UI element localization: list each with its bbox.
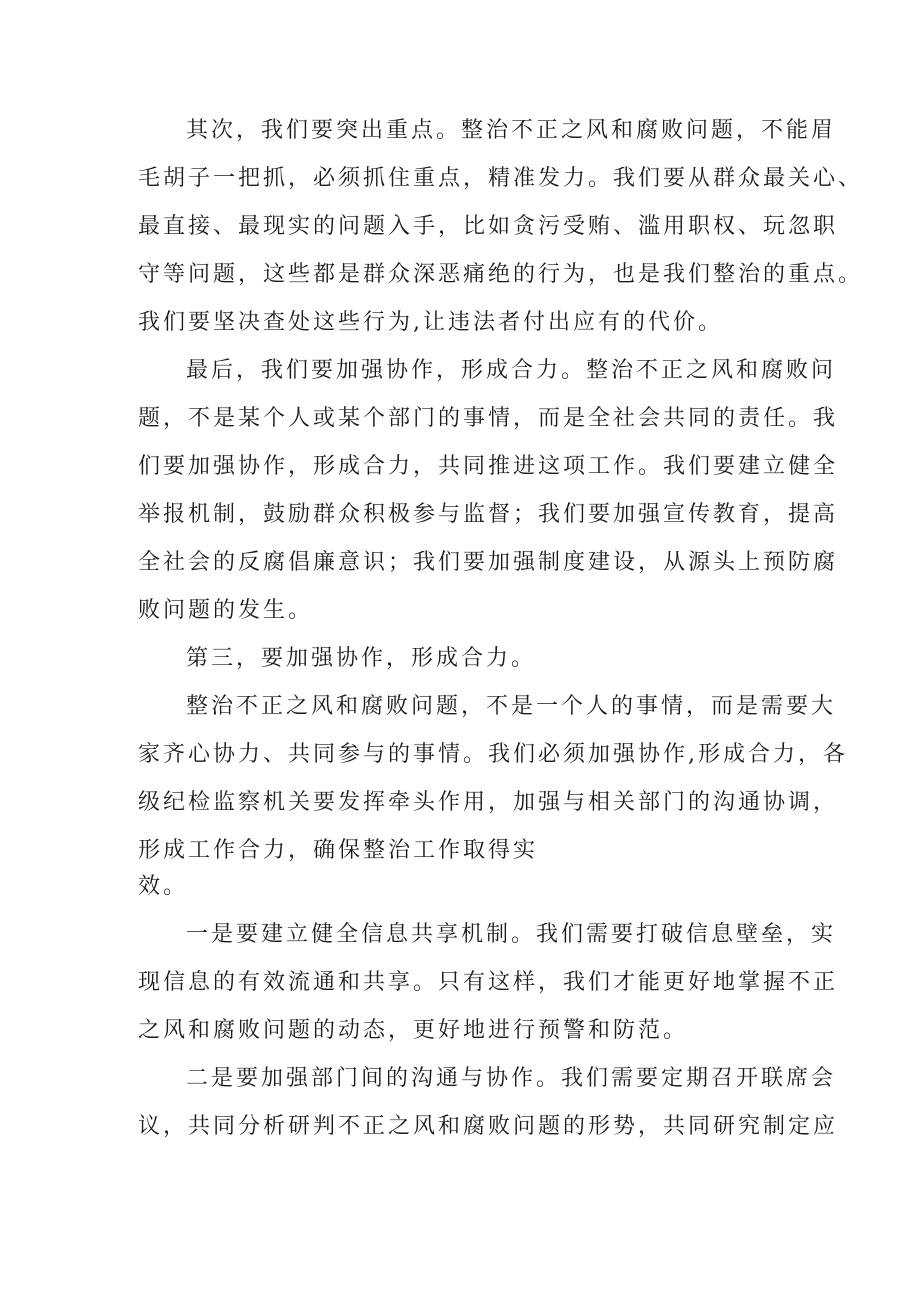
paragraph-line: 最直接、最现实的问题入手，比如贪污受贿、滥用职权、玩忽职: [138, 214, 839, 239]
paragraph-line: 最后，我们要加强协作，形成合力。整治不正之风和腐败问: [186, 358, 837, 383]
paragraph-line: 们要加强协作，形成合力，共同推进这项工作。我们要建立健全: [138, 454, 839, 479]
paragraph-line: 家齐心协力、共同参与的事情。我们必须加强协作,形成合力，各: [138, 742, 848, 767]
paragraph-line: 效。: [138, 874, 189, 899]
paragraph-line: 议，共同分析研判不正之风和腐败问题的形势，共同研究制定应: [138, 1114, 839, 1139]
paragraph-line: 毛胡子一把抓，必须抓住重点，精准发力。我们要从群众最关心、: [138, 166, 864, 191]
paragraph-line: 形成工作合力，确保整治工作取得实: [138, 838, 539, 863]
section-heading: 第三，要加强协作，形成合力。: [186, 646, 537, 671]
paragraph-line: 级纪检监察机关要发挥牵头作用，加强与相关部门的沟通协调，: [138, 790, 839, 815]
paragraph-line: 全社会的反腐倡廉意识；我们要加强制度建设，从源头上预防腐: [138, 550, 839, 575]
paragraph-line: 题，不是某个人或某个部门的事情，而是全社会共同的责任。我: [138, 406, 839, 431]
paragraph-line: 二是要加强部门间的沟通与协作。我们需要定期召开联席会: [186, 1066, 837, 1091]
paragraph-line: 败问题的发生。: [138, 598, 314, 623]
paragraph-line: 举报机制，鼓励群众积极参与监督；我们要加强宣传教育，提高: [138, 502, 839, 527]
paragraph-line: 整治不正之风和腐败问题，不是一个人的事情，而是需要大: [186, 694, 837, 719]
paragraph-line: 之风和腐败问题的动态，更好地进行预警和防范。: [138, 1018, 689, 1043]
paragraph-line: 一是要建立健全信息共享机制。我们需要打破信息壁垒，实: [186, 922, 837, 947]
paragraph-line: 守等问题，这些都是群众深恶痛绝的行为，也是我们整治的重点。: [138, 262, 864, 287]
paragraph-line: 我们要坚决查处这些行为,让违法者付出应有的代价。: [138, 310, 723, 335]
paragraph-line: 其次，我们要突出重点。整治不正之风和腐败问题，不能眉: [186, 118, 837, 143]
paragraph-line: 现信息的有效流通和共享。只有这样，我们才能更好地掌握不正: [138, 970, 839, 995]
